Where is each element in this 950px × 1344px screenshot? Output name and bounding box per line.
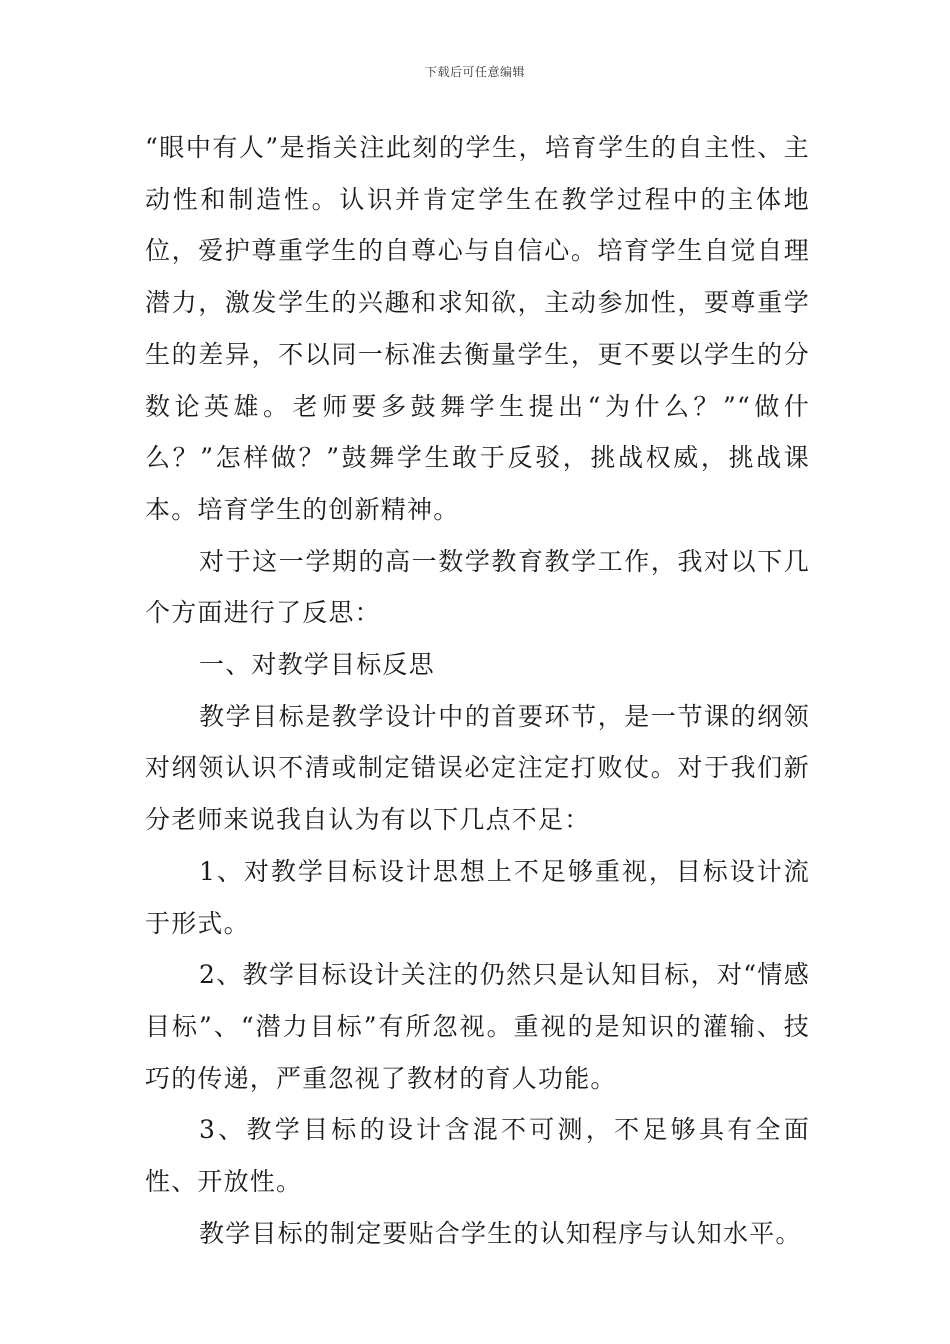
section-heading-1: 一、对教学目标反思 [199, 650, 435, 680]
paragraph-1: “眼中有人”是指关注此刻的学生，培育学生的自主性、主动性和制造性。认识并肯定学生在教学过程中的主体地位，爱护尊重学生的自尊心与自信心。培育学生自觉自理潜力，激发学生的兴趣和求知欲，主动参加性，要尊重学生的差异，不以同一标准去衡量学生，更不要以学生的分数论英雄。老师要多鼓舞学生提出“为什么？”“做什么？”怎样做？”鼓舞学生敢于反驳，挑战权威，挑战课本。培育学生的创新精神。 [145, 133, 810, 524]
paragraph-4: 教学目标的制定要贴合学生的认知程序与认知水平。 [199, 1218, 802, 1248]
paragraph-2: 对于这一学期的高一数学教育教学工作，我对以下几个方面进行了反思： [145, 546, 810, 628]
list-item-1: 1、对教学目标设计思想上不足够重视，目标设计流于形式。 [145, 856, 810, 938]
list-item-2: 2、教学目标设计关注的仍然只是认知目标，对“情感目标”、“潜力目标”有所忽视。重视的是知识的灌输、技巧的传递，严重忽视了教材的育人功能。 [145, 960, 810, 1093]
page-header: 下载后可任意编辑 [424, 65, 525, 79]
paragraph-3: 教学目标是教学设计中的首要环节，是一节课的纲领对纲领认识不清或制定错误必定注定打败仗。对于我们新分老师来说我自认为有以下几点不足： [145, 701, 810, 835]
list-item-3: 3、教学目标的设计含混不可测，不足够具有全面性、开放性。 [145, 1115, 810, 1197]
document-body [145, 122, 810, 1259]
